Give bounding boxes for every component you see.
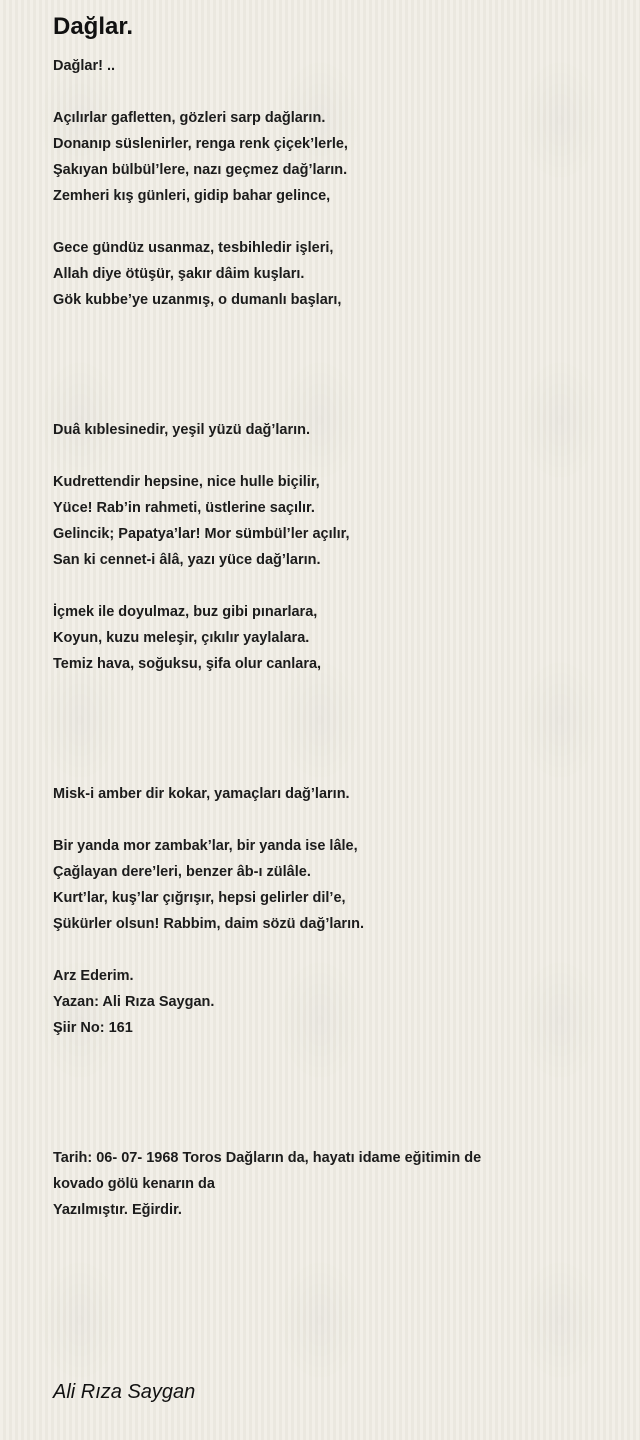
poem-line: Allah diye ötüşür, şakır dâim kuşları. (53, 266, 305, 282)
poem-line: Misk-i amber dir kokar, yamaçları dağ’ların. (53, 786, 350, 802)
stanza-gap (53, 703, 593, 729)
poem-line: Kurt’lar, kuş’lar çığrışır, hepsi gelirler dil’e, (53, 890, 346, 906)
poem-line: Tarih: 06- 07- 1968 Toros Dağların da, hayatı idame eğitimin de (53, 1150, 482, 1166)
stanza-gap (53, 365, 593, 391)
poem-line: Gök kubbe’ye uzanmış, o dumanlı başları, (53, 292, 342, 308)
poem-line: Kudrettendir hepsine, nice hulle biçilir, (53, 474, 320, 490)
stanza-gap (53, 677, 593, 703)
stanza-gap (53, 391, 593, 417)
poem-line: Bir yanda mor zambak’lar, bir yanda ise lâle, (53, 838, 358, 854)
stanza-gap (53, 755, 593, 781)
poem-line: Yazılmıştır. Eğirdir. (53, 1202, 182, 1218)
stanza-gap (53, 1041, 593, 1067)
poem-author: Ali Rıza Saygan (53, 1381, 196, 1403)
poem-line: Duâ kıblesinedir, yeşil yüzü dağ’ların. (53, 422, 311, 438)
poem-line: Dağlar! .. (53, 58, 116, 74)
poem-line: San ki cennet-i âlâ, yazı yüce dağ’ların. (53, 552, 321, 568)
poem-line: Koyun, kuzu meleşir, çıkılır yaylalara. (53, 630, 310, 646)
stanza-gap (53, 313, 593, 339)
stanza-gap (53, 1093, 593, 1119)
poem-line: Temiz hava, soğuksu, şifa olur canlara, (53, 656, 322, 672)
poem-line: Gelincik; Papatya’lar! Mor sümbül’ler açılır, (53, 526, 350, 542)
poem-line: Şakıyan bülbül’lere, nazı geçmez dağ’ların. (53, 162, 348, 178)
stanza-gap (53, 339, 593, 365)
stanza-gap (53, 443, 593, 469)
poem-line: Açılırlar gafletten, gözleri sarp dağların. (53, 110, 326, 126)
poem-line: Çağlayan dere’leri, benzer âb-ı zülâle. (53, 864, 311, 880)
poem-line: Şiir No: 161 (53, 1020, 133, 1036)
poem-line: kovado gölü kenarın da (53, 1176, 215, 1192)
stanza-gap (53, 573, 593, 599)
stanza-gap (53, 79, 593, 105)
stanza-gap (53, 1119, 593, 1145)
poem-line: Yüce! Rab’in rahmeti, üstlerine saçılır. (53, 500, 315, 516)
poem-line: Arz Ederim. (53, 968, 134, 984)
stanza-gap (53, 1067, 593, 1093)
stanza-gap (53, 209, 593, 235)
poem-line: İçmek ile doyulmaz, buz gibi pınarlara, (53, 604, 318, 620)
poem-line: Gece gündüz usanmaz, tesbihledir işleri, (53, 240, 334, 256)
poem-title: Dağlar. (53, 13, 134, 40)
stanza-gap (53, 937, 593, 963)
poem-line: Yazan: Ali Rıza Saygan. (53, 994, 215, 1010)
poem-line: Zemheri kış günleri, gidip bahar gelince, (53, 188, 331, 204)
poem-line: Şükürler olsun! Rabbim, daim sözü dağ’ların. (53, 916, 364, 932)
poem-body (53, 53, 593, 1223)
stanza-gap (53, 729, 593, 755)
stanza-gap (53, 807, 593, 833)
poem-line: Donanıp süslenirler, renga renk çiçek’lerle, (53, 136, 348, 152)
